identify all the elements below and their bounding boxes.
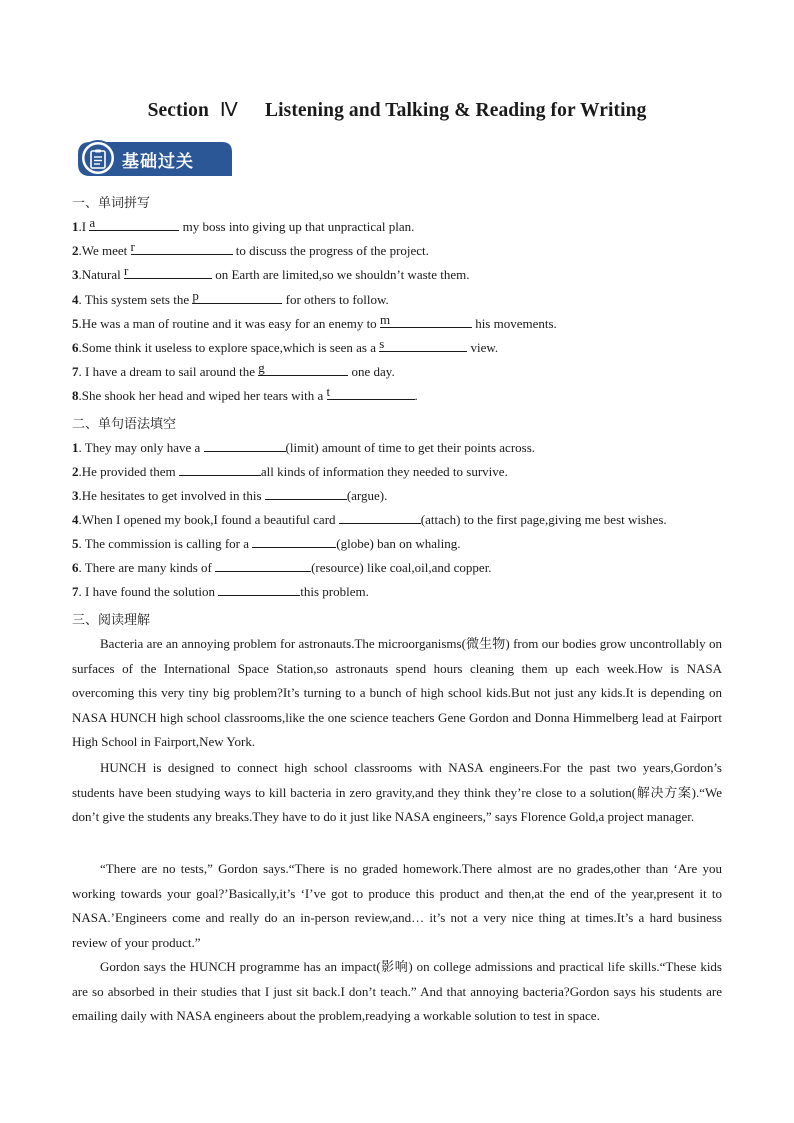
part1-item-7: 7. I have a dream to sail around the g one day.	[72, 360, 395, 379]
part1-item-2: 2.We meet r to discuss the progress of the project.	[72, 239, 429, 258]
answer-blank[interactable]	[252, 535, 336, 548]
reading-paragraph-4: Gordon says the HUNCH programme has an impact(影响) on college admissions and practical life skills.“These kids are so absorbed in their studies that I just sit back.I don’t teach.” And that annoying bacteria?Gordon says his students are emailing daily with NASA engineers about the problem,readying a workable solution to test in space.	[72, 959, 722, 1024]
part3-heading: 三、阅读理解	[72, 613, 151, 628]
part1-heading: 一、单词拼写	[72, 196, 151, 211]
part2-item-5: 5. The commission is calling for a (globe) ban on whaling.	[72, 536, 461, 551]
part1-item-8: 8.She shook her head and wiped her tears with a t .	[72, 384, 418, 403]
part1-item-4: 4. This system sets the p for others to follow.	[72, 288, 389, 307]
answer-blank[interactable]: s	[379, 339, 467, 352]
reading-paragraph-3: “There are no tests,” Gordon says.“There is no graded homework.There almost are no grades,other than ‘Are you working towards your goal?’Basically,it’s ‘I’ve got to produce this product and then,at the end of the year,present it to NASA.’Engineers come and really do an in-person review,and… it’s not a very nice thing at times.It’s a hard business review of your product.”	[72, 861, 722, 950]
part2-heading: 二、单句语法填空	[72, 417, 177, 432]
answer-blank[interactable]	[218, 583, 300, 596]
title-roman-numeral: Ⅳ	[219, 100, 239, 121]
answer-blank[interactable]	[204, 439, 286, 452]
part1-item-5: 5.He was a man of routine and it was easy for an enemy to m his movements.	[72, 312, 557, 331]
answer-blank[interactable]	[339, 511, 421, 524]
answer-blank[interactable]: a	[89, 218, 179, 231]
part2-item-3: 3.He hesitates to get involved in this (argue).	[72, 488, 388, 503]
part1-item-3: 3.Natural r on Earth are limited,so we shouldn’t waste them.	[72, 263, 470, 282]
answer-blank[interactable]: r	[131, 242, 233, 255]
title-rest: Listening and Talking & Reading for Writing	[265, 100, 647, 121]
answer-blank[interactable]	[215, 559, 311, 572]
part2-item-2: 2.He provided them all kinds of information they needed to survive.	[72, 464, 508, 479]
reading-paragraph-1: Bacteria are an annoying problem for astronauts.The microorganisms(微生物) from our bodies grow uncontrollably on surfaces of the International Space Station,so astronauts spend hours cleaning them up each week.How is NASA overcoming this very tiny big problem?It’s turning to a bunch of high school kids.But not just any kids.It is depending on NASA HUNCH high school classrooms,like the one science teachers Gene Gordon and Donna Himmelberg lead at Fairport High School in Fairport,New York.	[72, 636, 722, 750]
answer-blank[interactable]	[265, 487, 347, 500]
answer-blank[interactable]	[179, 463, 261, 476]
answer-blank[interactable]: t	[327, 387, 415, 400]
part1-item-1: 1.I a my boss into giving up that unpractical plan.	[72, 215, 415, 234]
clipboard-list-icon	[89, 149, 107, 169]
answer-blank[interactable]: m	[380, 315, 472, 328]
page-title	[0, 98, 794, 122]
part2-item-4: 4.When I opened my book,I found a beautiful card (attach) to the first page,giving me best wishes.	[72, 512, 667, 527]
reading-paragraph-2: HUNCH is designed to connect high school classrooms with NASA engineers.For the past two years,Gordon’s students have been studying ways to kill bacteria in zero gravity,and they think they’re close to a solution(解决方案).“We don’t give the students any breaks.They have to do it just like NASA engineers,” says Florence Gold,a project manager.	[72, 760, 722, 825]
part1-item-6: 6.Some think it useless to explore space,which is seen as a s view.	[72, 336, 499, 355]
answer-blank[interactable]: r	[124, 266, 212, 279]
answer-blank[interactable]: g	[258, 363, 348, 376]
banner-label: 基础过关	[122, 152, 194, 172]
title-section-word: Section	[147, 100, 209, 121]
part2-item-1: 1. They may only have a (limit) amount of time to get their points across.	[72, 440, 536, 455]
part2-item-6: 6. There are many kinds of (resource) like coal,oil,and copper.	[72, 560, 492, 575]
answer-blank[interactable]: p	[192, 291, 282, 304]
part2-item-7: 7. I have found the solution this problem.	[72, 584, 369, 599]
